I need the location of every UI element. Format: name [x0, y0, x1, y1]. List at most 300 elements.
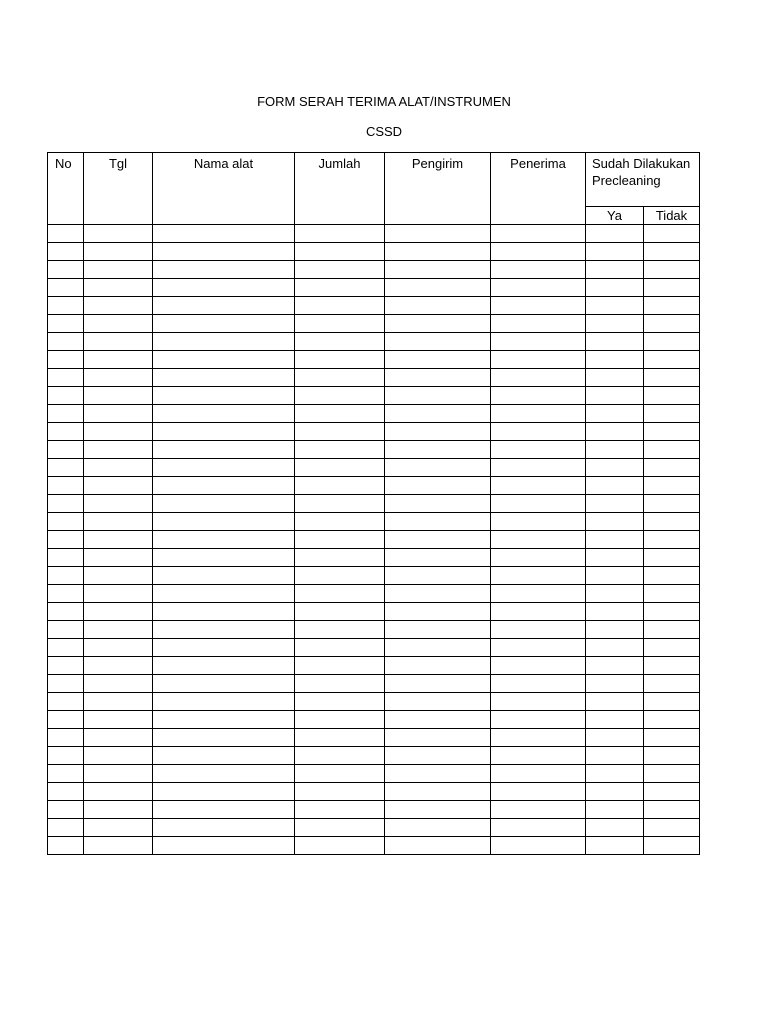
cell-pengirim	[385, 729, 491, 747]
cell-tidak	[644, 603, 700, 621]
cell-penerima	[491, 225, 586, 243]
cell-tidak	[644, 657, 700, 675]
cell-tgl	[84, 819, 153, 837]
cell-penerima	[491, 693, 586, 711]
cell-tidak	[644, 261, 700, 279]
cell-pengirim	[385, 801, 491, 819]
cell-tidak	[644, 405, 700, 423]
cell-tidak	[644, 495, 700, 513]
cell-tidak	[644, 747, 700, 765]
cell-no	[48, 405, 84, 423]
table-row	[48, 225, 700, 243]
cell-penerima	[491, 423, 586, 441]
cell-ya	[586, 621, 644, 639]
cell-ya	[586, 765, 644, 783]
cell-ya	[586, 603, 644, 621]
cell-tidak	[644, 567, 700, 585]
cell-ya	[586, 531, 644, 549]
cell-pengirim	[385, 441, 491, 459]
cell-pengirim	[385, 423, 491, 441]
table-row	[48, 351, 700, 369]
cell-nama-alat	[153, 783, 295, 801]
cell-pengirim	[385, 549, 491, 567]
cell-penerima	[491, 459, 586, 477]
cell-ya	[586, 513, 644, 531]
cell-jumlah	[295, 711, 385, 729]
table-row	[48, 369, 700, 387]
cell-tgl	[84, 477, 153, 495]
cell-tidak	[644, 783, 700, 801]
cell-penerima	[491, 279, 586, 297]
header-penerima: Penerima	[491, 153, 586, 225]
table-row	[48, 423, 700, 441]
cell-tidak	[644, 243, 700, 261]
cell-no	[48, 729, 84, 747]
cell-jumlah	[295, 243, 385, 261]
cell-jumlah	[295, 351, 385, 369]
cell-nama-alat	[153, 225, 295, 243]
cell-nama-alat	[153, 729, 295, 747]
cell-tgl	[84, 837, 153, 855]
cell-tgl	[84, 639, 153, 657]
cell-pengirim	[385, 837, 491, 855]
cell-ya	[586, 585, 644, 603]
cell-ya	[586, 459, 644, 477]
cell-jumlah	[295, 495, 385, 513]
cell-penerima	[491, 549, 586, 567]
cell-tgl	[84, 531, 153, 549]
cell-pengirim	[385, 387, 491, 405]
cell-no	[48, 657, 84, 675]
cell-pengirim	[385, 531, 491, 549]
cell-no	[48, 765, 84, 783]
table-header-row	[48, 153, 700, 207]
table-row	[48, 801, 700, 819]
cell-jumlah	[295, 225, 385, 243]
table-row	[48, 711, 700, 729]
cell-pengirim	[385, 765, 491, 783]
cell-nama-alat	[153, 297, 295, 315]
cell-jumlah	[295, 315, 385, 333]
cell-pengirim	[385, 711, 491, 729]
cell-pengirim	[385, 495, 491, 513]
cell-tgl	[84, 621, 153, 639]
cell-no	[48, 747, 84, 765]
cell-ya	[586, 711, 644, 729]
cell-ya	[586, 495, 644, 513]
cell-no	[48, 243, 84, 261]
cell-ya	[586, 639, 644, 657]
cell-jumlah	[295, 459, 385, 477]
cell-penerima	[491, 513, 586, 531]
cell-ya	[586, 351, 644, 369]
cell-pengirim	[385, 297, 491, 315]
table-row	[48, 675, 700, 693]
cell-pengirim	[385, 333, 491, 351]
cell-no	[48, 639, 84, 657]
subheader-ya: Ya	[586, 207, 644, 225]
cell-tgl	[84, 333, 153, 351]
cell-jumlah	[295, 585, 385, 603]
cell-pengirim	[385, 351, 491, 369]
cell-nama-alat	[153, 495, 295, 513]
subheader-tidak: Tidak	[644, 207, 700, 225]
cell-tidak	[644, 801, 700, 819]
cell-tgl	[84, 513, 153, 531]
cell-ya	[586, 747, 644, 765]
header-nama-alat: Nama alat	[153, 153, 295, 225]
cell-tidak	[644, 459, 700, 477]
cell-penerima	[491, 387, 586, 405]
cell-nama-alat	[153, 423, 295, 441]
cell-ya	[586, 441, 644, 459]
table-row	[48, 495, 700, 513]
cell-no	[48, 351, 84, 369]
cell-no	[48, 477, 84, 495]
cell-no	[48, 693, 84, 711]
table-row	[48, 603, 700, 621]
table-row	[48, 531, 700, 549]
cell-penerima	[491, 333, 586, 351]
cell-tgl	[84, 243, 153, 261]
cell-pengirim	[385, 567, 491, 585]
cell-no	[48, 387, 84, 405]
cell-penerima	[491, 441, 586, 459]
cell-tgl	[84, 387, 153, 405]
table-row	[48, 261, 700, 279]
cell-pengirim	[385, 225, 491, 243]
cell-tgl	[84, 423, 153, 441]
table-row	[48, 459, 700, 477]
header-pengirim: Pengirim	[385, 153, 491, 225]
cell-nama-alat	[153, 351, 295, 369]
cell-penerima	[491, 819, 586, 837]
cell-ya	[586, 297, 644, 315]
cell-tidak	[644, 279, 700, 297]
cell-jumlah	[295, 675, 385, 693]
header-jumlah: Jumlah	[295, 153, 385, 225]
cell-jumlah	[295, 783, 385, 801]
cell-no	[48, 783, 84, 801]
cell-penerima	[491, 765, 586, 783]
cell-pengirim	[385, 621, 491, 639]
cell-tgl	[84, 441, 153, 459]
cell-no	[48, 261, 84, 279]
cell-penerima	[491, 531, 586, 549]
cell-pengirim	[385, 747, 491, 765]
cell-ya	[586, 783, 644, 801]
cell-pengirim	[385, 369, 491, 387]
cell-jumlah	[295, 549, 385, 567]
cell-penerima	[491, 495, 586, 513]
cell-no	[48, 801, 84, 819]
cell-jumlah	[295, 279, 385, 297]
cell-tgl	[84, 711, 153, 729]
cell-jumlah	[295, 603, 385, 621]
cell-nama-alat	[153, 603, 295, 621]
cell-no	[48, 603, 84, 621]
cell-nama-alat	[153, 261, 295, 279]
table-row	[48, 297, 700, 315]
cell-jumlah	[295, 801, 385, 819]
cell-penerima	[491, 675, 586, 693]
cell-jumlah	[295, 693, 385, 711]
cell-jumlah	[295, 747, 385, 765]
cell-jumlah	[295, 639, 385, 657]
cell-no	[48, 819, 84, 837]
cell-no	[48, 459, 84, 477]
cell-nama-alat	[153, 441, 295, 459]
cell-jumlah	[295, 261, 385, 279]
cell-ya	[586, 477, 644, 495]
cell-tgl	[84, 279, 153, 297]
cell-jumlah	[295, 531, 385, 549]
cell-nama-alat	[153, 315, 295, 333]
cell-pengirim	[385, 603, 491, 621]
table-row	[48, 585, 700, 603]
cell-ya	[586, 387, 644, 405]
cell-jumlah	[295, 765, 385, 783]
cell-tgl	[84, 657, 153, 675]
cell-penerima	[491, 477, 586, 495]
cell-tidak	[644, 297, 700, 315]
cell-ya	[586, 657, 644, 675]
cell-ya	[586, 423, 644, 441]
table-row	[48, 333, 700, 351]
cell-jumlah	[295, 657, 385, 675]
cell-ya	[586, 279, 644, 297]
cell-penerima	[491, 261, 586, 279]
cell-pengirim	[385, 639, 491, 657]
cell-nama-alat	[153, 675, 295, 693]
cell-nama-alat	[153, 747, 295, 765]
cell-jumlah	[295, 297, 385, 315]
cell-pengirim	[385, 693, 491, 711]
cell-jumlah	[295, 819, 385, 837]
cell-penerima	[491, 243, 586, 261]
header-no: No	[48, 153, 84, 225]
cell-penerima	[491, 405, 586, 423]
cell-no	[48, 621, 84, 639]
cell-nama-alat	[153, 405, 295, 423]
cell-tgl	[84, 693, 153, 711]
table-row	[48, 639, 700, 657]
cell-tidak	[644, 711, 700, 729]
cell-penerima	[491, 351, 586, 369]
cell-tidak	[644, 693, 700, 711]
cell-tgl	[84, 549, 153, 567]
cell-nama-alat	[153, 279, 295, 297]
cell-tgl	[84, 315, 153, 333]
cell-tidak	[644, 639, 700, 657]
cell-tgl	[84, 225, 153, 243]
cell-tidak	[644, 621, 700, 639]
cell-tidak	[644, 675, 700, 693]
table-row	[48, 657, 700, 675]
cell-ya	[586, 675, 644, 693]
cell-penerima	[491, 567, 586, 585]
cell-tidak	[644, 225, 700, 243]
cell-tgl	[84, 567, 153, 585]
cell-tidak	[644, 531, 700, 549]
cell-ya	[586, 819, 644, 837]
cell-tidak	[644, 585, 700, 603]
handover-table	[47, 152, 700, 855]
table-row	[48, 315, 700, 333]
cell-no	[48, 369, 84, 387]
cell-tidak	[644, 549, 700, 567]
cell-nama-alat	[153, 801, 295, 819]
cell-no	[48, 279, 84, 297]
table-row	[48, 405, 700, 423]
cell-pengirim	[385, 315, 491, 333]
cell-nama-alat	[153, 459, 295, 477]
cell-tgl	[84, 747, 153, 765]
cell-nama-alat	[153, 243, 295, 261]
cell-jumlah	[295, 567, 385, 585]
cell-penerima	[491, 297, 586, 315]
cell-ya	[586, 837, 644, 855]
cell-no	[48, 441, 84, 459]
cell-pengirim	[385, 675, 491, 693]
table-row	[48, 243, 700, 261]
cell-ya	[586, 243, 644, 261]
cell-penerima	[491, 711, 586, 729]
cell-no	[48, 585, 84, 603]
cell-tgl	[84, 405, 153, 423]
cell-nama-alat	[153, 567, 295, 585]
table-row	[48, 693, 700, 711]
cell-tgl	[84, 675, 153, 693]
cell-tidak	[644, 315, 700, 333]
cell-no	[48, 315, 84, 333]
cell-no	[48, 567, 84, 585]
cell-tgl	[84, 495, 153, 513]
cell-ya	[586, 369, 644, 387]
cell-tgl	[84, 351, 153, 369]
table-body	[48, 225, 700, 855]
cell-tidak	[644, 369, 700, 387]
cell-nama-alat	[153, 657, 295, 675]
cell-nama-alat	[153, 693, 295, 711]
cell-nama-alat	[153, 765, 295, 783]
cell-tidak	[644, 423, 700, 441]
cell-pengirim	[385, 513, 491, 531]
cell-no	[48, 423, 84, 441]
cell-tidak	[644, 729, 700, 747]
cell-tgl	[84, 459, 153, 477]
cell-tgl	[84, 783, 153, 801]
cell-tidak	[644, 387, 700, 405]
cell-ya	[586, 225, 644, 243]
cell-jumlah	[295, 333, 385, 351]
cell-jumlah	[295, 441, 385, 459]
table-row	[48, 513, 700, 531]
cell-jumlah	[295, 729, 385, 747]
form-subtitle: CSSD	[365, 124, 403, 139]
cell-penerima	[491, 783, 586, 801]
table-row	[48, 747, 700, 765]
table-row	[48, 765, 700, 783]
cell-penerima	[491, 747, 586, 765]
cell-pengirim	[385, 405, 491, 423]
cell-nama-alat	[153, 477, 295, 495]
cell-pengirim	[385, 657, 491, 675]
cell-pengirim	[385, 279, 491, 297]
cell-no	[48, 531, 84, 549]
cell-nama-alat	[153, 513, 295, 531]
cell-tidak	[644, 819, 700, 837]
cell-penerima	[491, 603, 586, 621]
table-row	[48, 783, 700, 801]
cell-tgl	[84, 261, 153, 279]
cell-ya	[586, 261, 644, 279]
cell-nama-alat	[153, 639, 295, 657]
cell-no	[48, 675, 84, 693]
cell-tgl	[84, 729, 153, 747]
cell-tidak	[644, 513, 700, 531]
cell-nama-alat	[153, 837, 295, 855]
header-sudah-precleaning: Sudah Dilakukan Precleaning	[586, 153, 700, 207]
cell-ya	[586, 549, 644, 567]
table-row	[48, 549, 700, 567]
cell-tgl	[84, 369, 153, 387]
cell-ya	[586, 729, 644, 747]
cell-penerima	[491, 729, 586, 747]
cell-ya	[586, 333, 644, 351]
table-row	[48, 837, 700, 855]
cell-no	[48, 297, 84, 315]
cell-penerima	[491, 639, 586, 657]
cell-ya	[586, 567, 644, 585]
cell-penerima	[491, 837, 586, 855]
table-row	[48, 387, 700, 405]
cell-tidak	[644, 765, 700, 783]
table-row	[48, 567, 700, 585]
table-row	[48, 441, 700, 459]
cell-nama-alat	[153, 333, 295, 351]
cell-nama-alat	[153, 387, 295, 405]
cell-ya	[586, 405, 644, 423]
cell-pengirim	[385, 459, 491, 477]
cell-tidak	[644, 477, 700, 495]
cell-ya	[586, 315, 644, 333]
cell-tidak	[644, 441, 700, 459]
form-title: FORM SERAH TERIMA ALAT/INSTRUMEN	[257, 94, 511, 109]
cell-jumlah	[295, 513, 385, 531]
cell-no	[48, 333, 84, 351]
cell-tgl	[84, 765, 153, 783]
cell-pengirim	[385, 261, 491, 279]
cell-tgl	[84, 603, 153, 621]
cell-jumlah	[295, 423, 385, 441]
cell-tgl	[84, 297, 153, 315]
table-row	[48, 621, 700, 639]
table-row	[48, 729, 700, 747]
cell-no	[48, 549, 84, 567]
cell-tidak	[644, 333, 700, 351]
cell-pengirim	[385, 585, 491, 603]
cell-pengirim	[385, 477, 491, 495]
table-row	[48, 279, 700, 297]
cell-jumlah	[295, 477, 385, 495]
cell-jumlah	[295, 621, 385, 639]
cell-no	[48, 711, 84, 729]
cell-ya	[586, 693, 644, 711]
cell-jumlah	[295, 387, 385, 405]
cell-no	[48, 495, 84, 513]
cell-ya	[586, 801, 644, 819]
